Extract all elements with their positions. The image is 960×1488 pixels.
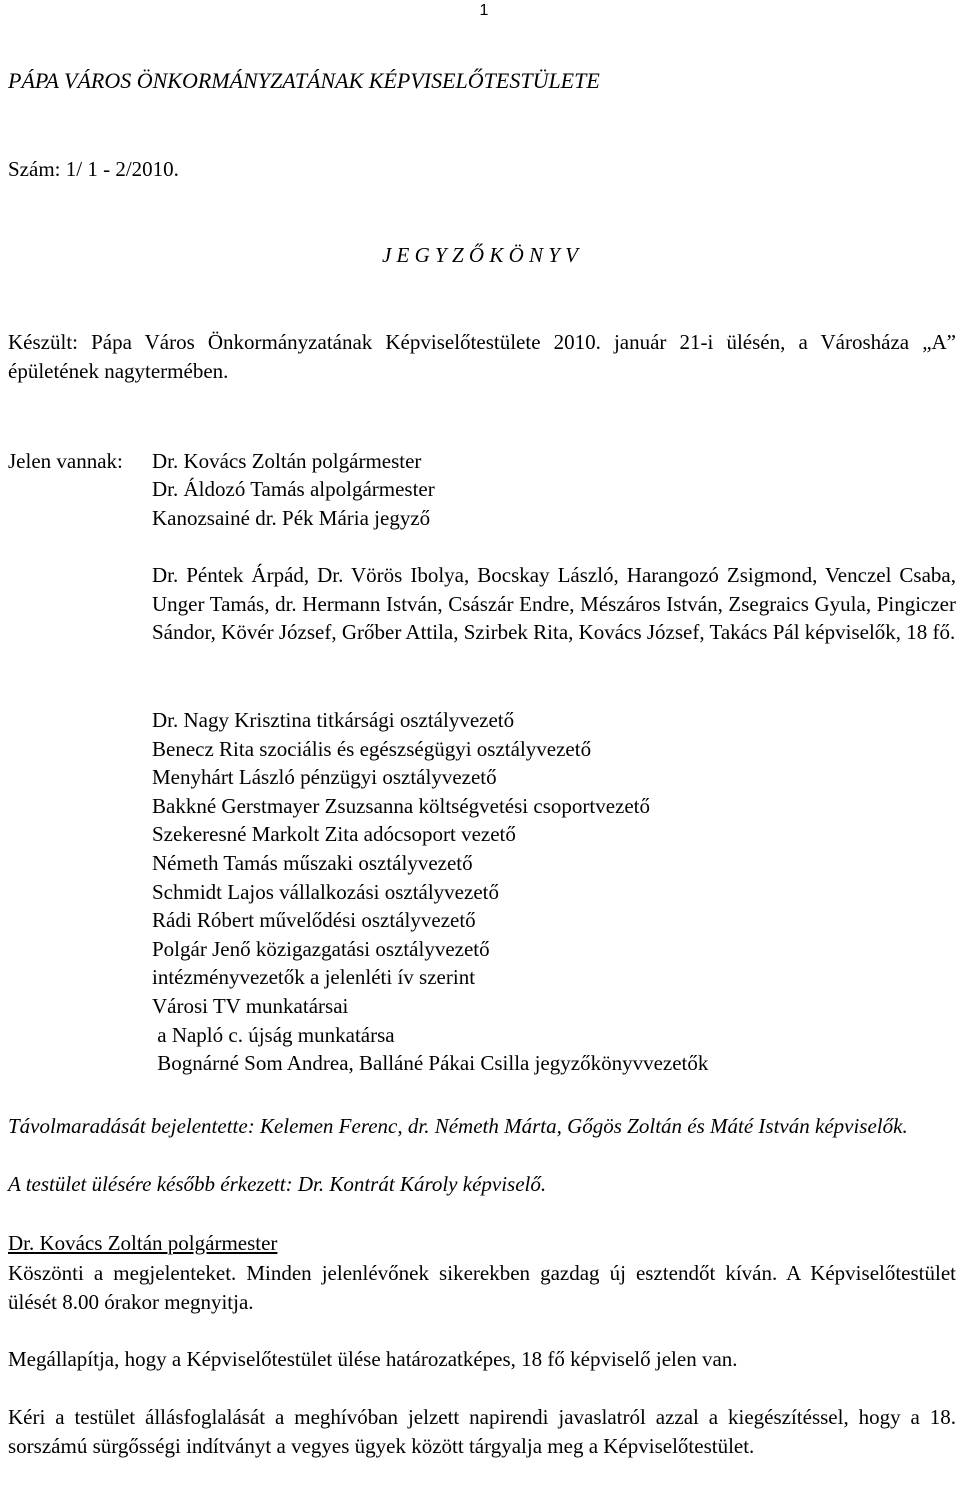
staff-item: Szekeresné Markolt Zita adócsoport vezető [152, 822, 516, 847]
staff-item: Rádi Róbert művelődési osztályvezető [152, 908, 476, 933]
staff-item: Benecz Rita szociális és egészségügyi osztályvezető [152, 736, 592, 761]
council-title: PÁPA VÁROS ÖNKORMÁNYZATÁNAK KÉPVISELŐTESTÜLETE [8, 68, 600, 93]
absent-paragraph: Távolmaradását bejelentette: Kelemen Ferenc, dr. Németh Márta, Gőgös Zoltán és Máté István képviselők. [8, 1114, 908, 1138]
staff-item: Városi TV munkatársai [152, 993, 349, 1018]
staff-item: Bakkné Gerstmayer Zsuzsanna költségvetési csoportvezető [152, 793, 651, 818]
present-label: Jelen vannak: [8, 449, 123, 473]
prepared-paragraph: Készült: Pápa Város Önkormányzatának Képviselőtestülete 2010. január 21-i ülésén, a Városháza „A” épületének nagytermében. [8, 330, 956, 383]
official-deputy-mayor: Dr. Áldozó Tamás alpolgármester [152, 477, 435, 501]
official-mayor: Dr. Kovács Zoltán polgármester [152, 449, 422, 473]
staff-list [152, 706, 708, 1078]
official-notary: Kanozsainé dr. Pék Mária jegyző [152, 506, 431, 530]
agenda-paragraph: Kéri a testület állásfoglalását a meghívóban jelzett napirendi javaslatról azzal a kiegészítéssel, hogy a 18. sorszámú sürgősségi indítványt a vegyes ügyek között tárgyalja meg a Képviselőtestület. [8, 1405, 956, 1458]
staff-item: Bognárné Som Andrea, Balláné Pákai Csilla jegyzőkönyvvezetők [152, 1051, 709, 1076]
page-number: 1 [479, 2, 489, 19]
speaker-heading: Dr. Kovács Zoltán polgármester [8, 1231, 278, 1255]
staff-item: intézményvezetők a jelenléti ív szerint [152, 965, 476, 990]
staff-item: Schmidt Lajos vállalkozási osztályvezető [152, 879, 499, 904]
late-arrival-line [8, 1170, 546, 1199]
late-arrival-name: Dr. Kontrát Károly képviselő. [297, 1172, 547, 1196]
staff-item: Dr. Nagy Krisztina titkársági osztályvezető [152, 708, 515, 732]
late-arrival-label: A testület ülésére később érkezett: [8, 1172, 298, 1196]
document-type-heading: J E G Y Z Ő K Ö N Y V [381, 243, 579, 267]
greeting-paragraph: Köszönti a megjelenteket. Minden jelenlévőnek sikerekben gazdag új esztendőt kíván. A Képviselőtestület ülését 8.00 órakor megnyitja. [8, 1261, 956, 1314]
staff-item: Menyhárt László pénzügyi osztályvezető [152, 765, 497, 790]
staff-item: a Napló c. újság munkatársa [152, 1022, 395, 1047]
representatives-paragraph: Dr. Péntek Árpád, Dr. Vörös Ibolya, Bocskay László, Harangozó Zsigmond, Venczel Csaba, Unger Tamás, dr. Hermann István, Császár Endre, Mészáros István, Zsegraics Gyula, Pingiczer Sándor, Kövér József, Grőber Attila, Szirbek Rita, Kovács József, Takács Pál képviselők, 18 fő. [152, 563, 956, 644]
staff-item: Polgár Jenő közigazgatási osztályvezető [152, 936, 490, 961]
staff-item: Németh Tamás műszaki osztályvezető [152, 850, 473, 875]
document-number: Szám: 1/ 1 - 2/2010. [8, 157, 179, 181]
quorum-paragraph: Megállapítja, hogy a Képviselőtestület ülése határozatképes, 18 fő képviselő jelen van. [8, 1347, 738, 1371]
